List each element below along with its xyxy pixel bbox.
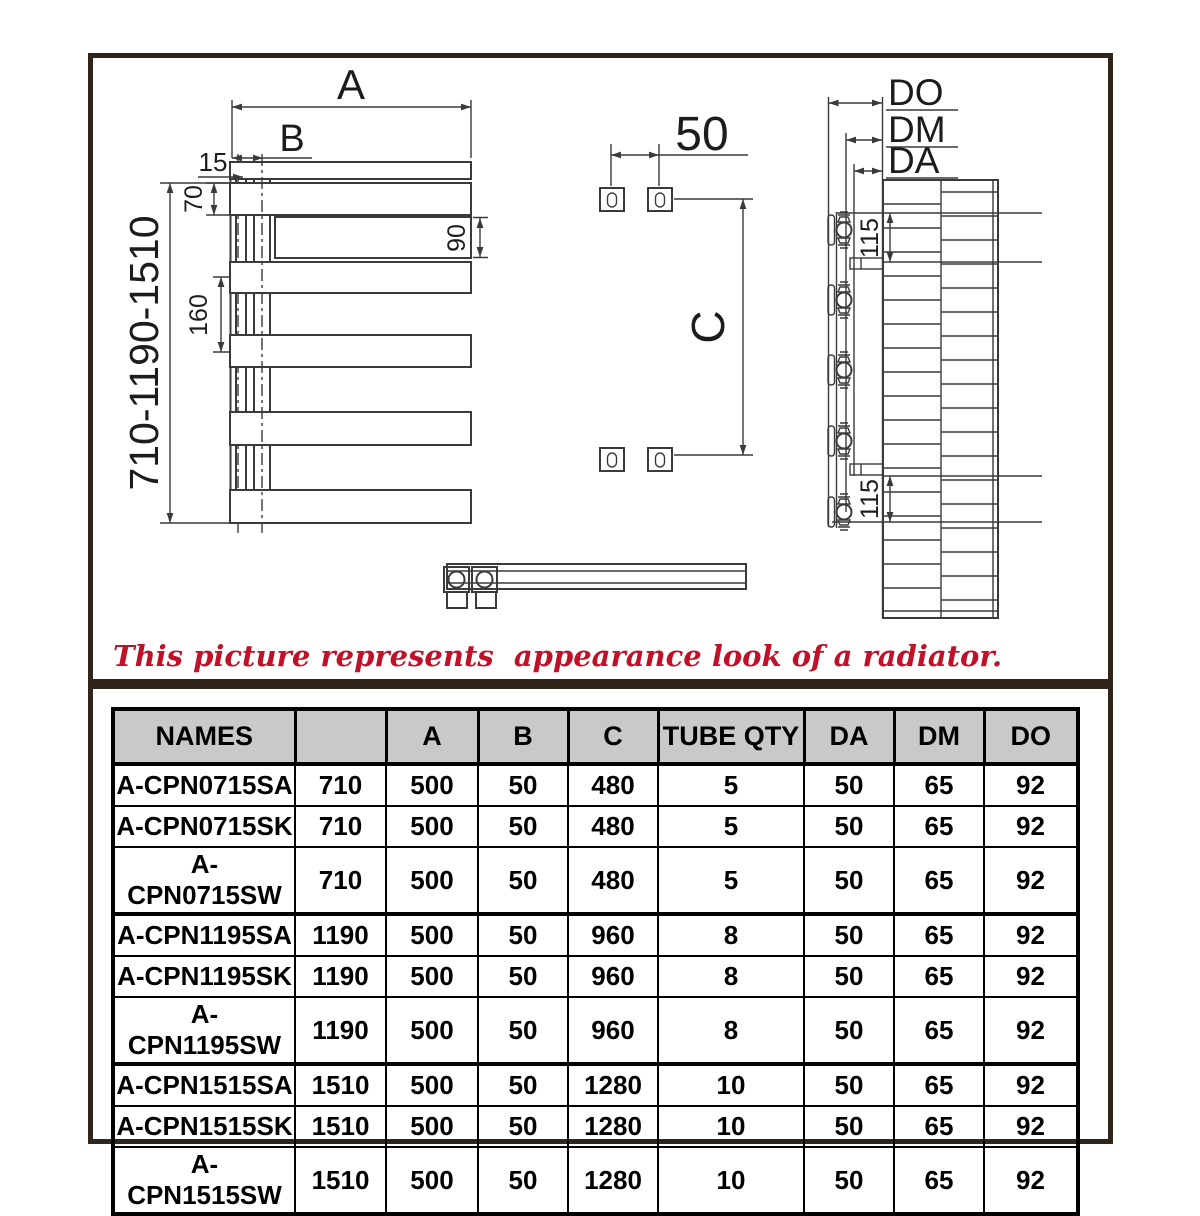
dim-label-c: C: [682, 310, 734, 344]
table-cell: 710: [295, 847, 386, 914]
radiator-tubes: [230, 162, 471, 523]
table-cell: 480: [568, 806, 658, 847]
table-cell: 1280: [568, 1106, 658, 1147]
table-cell: 500: [386, 914, 478, 956]
table-cell: 92: [984, 1106, 1078, 1147]
table-cell: 480: [568, 764, 658, 806]
table-cell: 92: [984, 1147, 1078, 1214]
side-body: [883, 180, 998, 618]
dim-label-15: 15: [198, 147, 228, 177]
tube-top-view: [444, 564, 746, 608]
table-cell: 50: [478, 806, 568, 847]
table-cell: 65: [894, 914, 984, 956]
table-cell: 50: [804, 1064, 894, 1106]
table-cell: 50: [804, 956, 894, 997]
table-cell: 65: [894, 806, 984, 847]
dim-label-dm: DM: [888, 109, 946, 150]
table-cell: 50: [478, 1064, 568, 1106]
table-cell: 65: [894, 764, 984, 806]
table-cell: 1510: [295, 1147, 386, 1214]
table-cell: 50: [804, 1147, 894, 1214]
table-cell: 1510: [295, 1106, 386, 1147]
table-cell: A-CPN1195SW: [113, 997, 295, 1064]
table-cell: 1510: [295, 1064, 386, 1106]
table-cell: 92: [984, 997, 1078, 1064]
table-cell: 50: [478, 764, 568, 806]
table-cell: A-CPN1515SW: [113, 1147, 295, 1214]
dim-label-115-top: 115: [856, 218, 884, 258]
table-cell: 50: [478, 847, 568, 914]
pipe-stubs: [850, 258, 883, 475]
table-cell: 1280: [568, 1064, 658, 1106]
dim-label-90: 90: [443, 224, 471, 252]
table-row: [113, 764, 1078, 806]
table-body: [113, 764, 1078, 1214]
table-cell: 50: [804, 847, 894, 914]
table-cell: 8: [658, 997, 804, 1064]
table-cell: 500: [386, 1147, 478, 1214]
table-cell: 500: [386, 997, 478, 1064]
table-cell: 1190: [295, 914, 386, 956]
table-cell: 5: [658, 764, 804, 806]
table-cell: 50: [804, 914, 894, 956]
side-view: [828, 72, 1042, 618]
table-cell: 65: [894, 956, 984, 997]
table-cell: 65: [894, 1064, 984, 1106]
table-cell: 50: [804, 806, 894, 847]
table-cell: 10: [658, 1147, 804, 1214]
front-view: [121, 61, 488, 533]
dim-label-b: B: [279, 118, 305, 160]
table-cell: 65: [894, 1106, 984, 1147]
column-header: A: [386, 709, 478, 764]
table-row: [113, 806, 1078, 847]
dim-label-50: 50: [675, 108, 729, 161]
radiator-technical-drawing: [93, 58, 1108, 679]
table-cell: 10: [658, 1064, 804, 1106]
table-cell: 8: [658, 914, 804, 956]
table-row: [113, 1106, 1078, 1147]
table-cell: 480: [568, 847, 658, 914]
column-header: B: [478, 709, 568, 764]
table-cell: 65: [894, 847, 984, 914]
table-cell: 50: [478, 1106, 568, 1147]
column-header: [295, 709, 386, 764]
table-cell: 500: [386, 1106, 478, 1147]
table-cell: A-CPN0715SA: [113, 764, 295, 806]
caption-text: This picture represents appearance look of a radiator.: [113, 639, 1003, 673]
table-cell: 500: [386, 847, 478, 914]
table-cell: 500: [386, 806, 478, 847]
table-cell: 960: [568, 914, 658, 956]
dim-label-a: A: [336, 61, 366, 108]
table-cell: 92: [984, 914, 1078, 956]
spec-table: [111, 707, 1080, 1216]
table-cell: 710: [295, 764, 386, 806]
dim-label-da: DA: [888, 140, 940, 181]
table-cell: 960: [568, 956, 658, 997]
table-cell: 92: [984, 806, 1078, 847]
table-cell: 1280: [568, 1147, 658, 1214]
table-cell: 8: [658, 956, 804, 997]
table-cell: 5: [658, 847, 804, 914]
mounting-view: [600, 108, 753, 471]
table-cell: 50: [478, 997, 568, 1064]
dim-label-115-bottom: 115: [856, 479, 884, 519]
column-header: DM: [894, 709, 984, 764]
column-header: TUBE QTY: [658, 709, 804, 764]
column-header: DO: [984, 709, 1078, 764]
table-cell: 65: [894, 1147, 984, 1214]
table-row: [113, 914, 1078, 956]
table-cell: 50: [804, 997, 894, 1064]
table-cell: 50: [804, 1106, 894, 1147]
table-cell: A-CPN0715SK: [113, 806, 295, 847]
dim-label-height-range: 710-1190-1510: [121, 215, 167, 491]
column-header: C: [568, 709, 658, 764]
spec-table-panel: [88, 684, 1113, 1210]
table-cell: 5: [658, 806, 804, 847]
drawing-panel: [88, 53, 1113, 684]
table-cell: 50: [478, 1147, 568, 1214]
table-cell: 960: [568, 997, 658, 1064]
table-cell: A-CPN0715SW: [113, 847, 295, 914]
table-row: [113, 847, 1078, 914]
table-cell: 50: [478, 914, 568, 956]
table-cell: 500: [386, 764, 478, 806]
table-cell: 92: [984, 764, 1078, 806]
table-cell: 1190: [295, 956, 386, 997]
table-cell: 50: [478, 956, 568, 997]
dim-label-70: 70: [180, 185, 208, 213]
column-header: DA: [804, 709, 894, 764]
table-row: [113, 997, 1078, 1064]
dim-label-160: 160: [185, 294, 213, 336]
table-cell: 500: [386, 956, 478, 997]
table-cell: 92: [984, 847, 1078, 914]
table-cell: 1190: [295, 997, 386, 1064]
table-cell: 710: [295, 806, 386, 847]
table-header-row: [113, 709, 1078, 764]
table-cell: 500: [386, 1064, 478, 1106]
wall-mount-holes: [600, 188, 672, 471]
table-cell: A-CPN1195SK: [113, 956, 295, 997]
column-header: NAMES: [113, 709, 295, 764]
table-row: [113, 956, 1078, 997]
wall-brackets: [828, 212, 852, 530]
table-cell: A-CPN1515SA: [113, 1064, 295, 1106]
table-row: [113, 1147, 1078, 1214]
table-cell: A-CPN1195SA: [113, 914, 295, 956]
table-row: [113, 1064, 1078, 1106]
dim-label-do: DO: [888, 72, 944, 113]
table-cell: 10: [658, 1106, 804, 1147]
table-cell: A-CPN1515SK: [113, 1106, 295, 1147]
table-cell: 50: [804, 764, 894, 806]
table-cell: 92: [984, 956, 1078, 997]
table-cell: 92: [984, 1064, 1078, 1106]
table-cell: 65: [894, 997, 984, 1064]
